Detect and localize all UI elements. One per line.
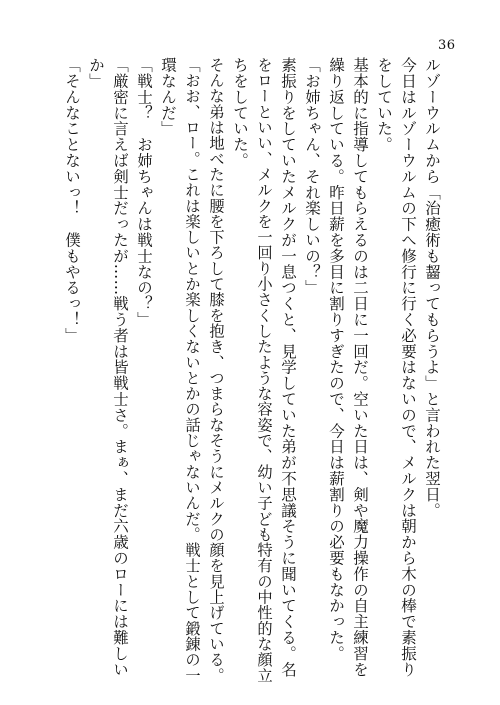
text-line-16: 「そんなことないっ！ 僕もやるっ！」 — [63, 57, 81, 344]
text-line-5: 繰り返している。昨日薪を多目に割りすぎたので、今日は薪割りの必要もなかった。 — [327, 57, 345, 662]
page-number: 36 — [438, 38, 456, 53]
text-line-6: 「お姉ちゃん、それ楽しいの？」 — [303, 57, 321, 296]
text-line-4: 基本的に指導してもらえるのは二日に一回だ。空いた日は、剣や魔力操作の自主練習を — [351, 57, 369, 678]
text-line-15: か」 — [87, 57, 105, 89]
text-line-13: 「戦士？ お姉ちゃんは戦士なの？」 — [135, 57, 153, 328]
text-line-11: 「おお、ロー。これは楽しいとか楽しくないとかの話じゃないんだ。戦士として鍛錬の一 — [183, 57, 201, 683]
text-line-14: 「厳密に言えば剣士だったが……戦う者は皆戦士さ。まぁ、まだ六歳のローには難しい — [111, 57, 129, 678]
text-line-10: そんな弟は地べたに腰を下ろして膝を抱き、つまらなそうにメルクの顔を見上げている。 — [207, 57, 225, 683]
text-line-9: ちをしていた。 — [231, 57, 249, 169]
text-line-3: をしていた。 — [375, 57, 393, 153]
text-line-2: 今日はルゾーウルムの下へ修行に行く必要はないので、メルクは朝から木の棒で素振り — [399, 57, 417, 678]
text-line-8: をローといい、メルクを一回り小さくしたような容姿で、幼い子ども特有の中性的な顔立 — [255, 57, 273, 683]
text-line-1: ルゾーウルムから「治癒術も齧ってもらうよ」と言われた翌日。 — [423, 57, 441, 519]
text-line-7: 素振りをしていたメルクが一息つくと、見学していた弟が不思議そうに聞いてくる。名 — [279, 57, 297, 678]
text-line-12: 環なんだ」 — [159, 57, 177, 137]
